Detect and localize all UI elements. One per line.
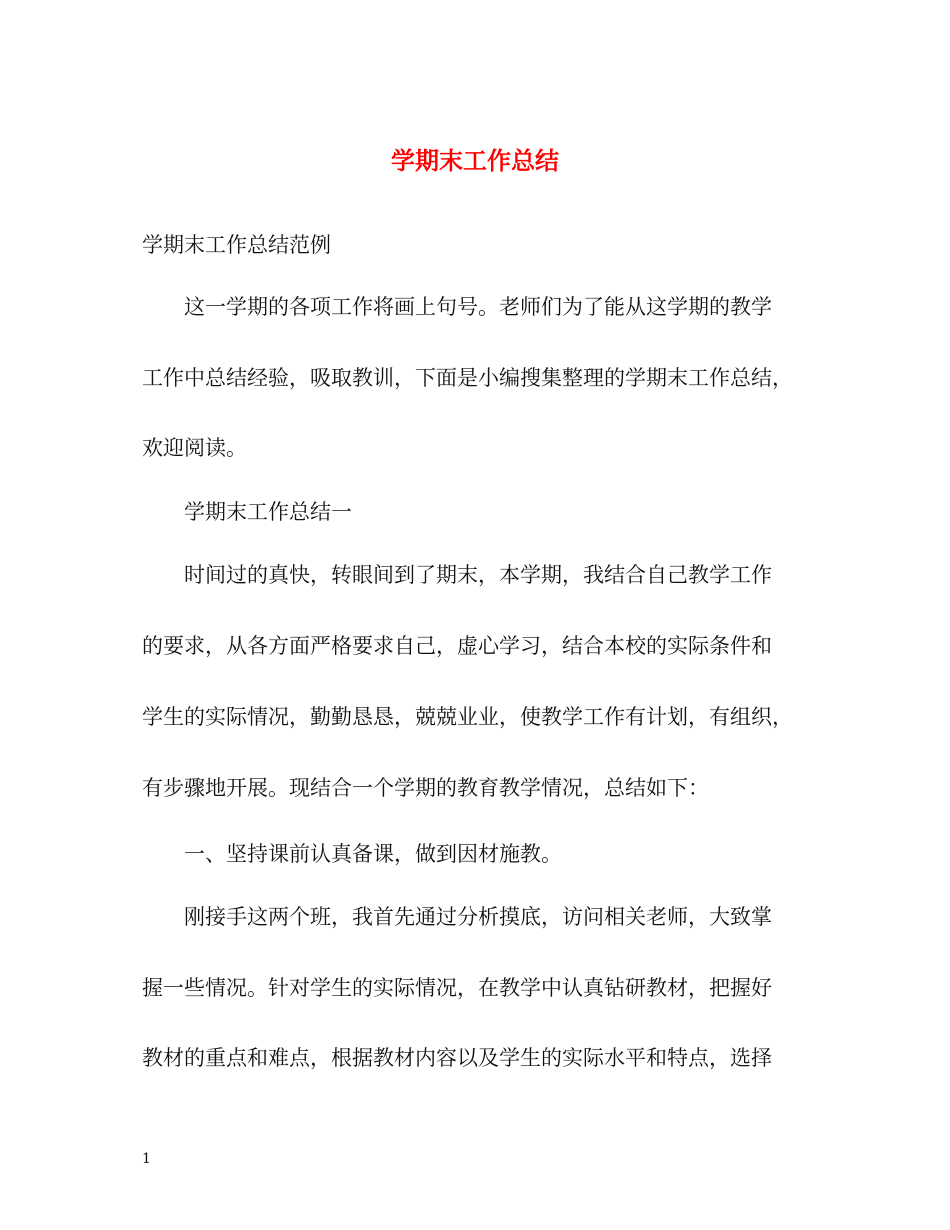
paragraph-line: 这一学期的各项工作将画上句号。老师们为了能从这学期的教学 [184,295,772,319]
paragraph-line: 教材的重点和难点，根据教材内容以及学生的实际水平和特点，选择 [142,1046,772,1070]
page-number: 1 [142,1151,151,1167]
section-heading: 一、坚持课前认真备课，做到因材施教。 [184,842,562,866]
paragraph-line: 欢迎阅读。 [142,436,247,460]
paragraph-line: 的要求，从各方面严格要求自己，虚心学习，结合本校的实际条件和 [142,634,772,658]
paragraph-line: 握一些情况。针对学生的实际情况，在教学中认真钻研教材，把握好 [142,976,772,1000]
section-heading: 学期末工作总结一 [184,500,352,524]
subtitle-line: 学期末工作总结范例 [142,233,331,257]
paragraph-line: 有步骤地开展。现结合一个学期的教育教学情况，总结如下： [142,776,709,800]
paragraph-line: 工作中总结经验，吸取教训，下面是小编搜集整理的学期末工作总结， [142,366,793,390]
paragraph-line: 时间过的真快，转眼间到了期末，本学期，我结合自己教学工作 [184,563,772,587]
paragraph-line: 学生的实际情况，勤勤恳恳，兢兢业业，使教学工作有计划，有组织， [142,705,793,729]
paragraph-line: 刚接手这两个班，我首先通过分析摸底，访问相关老师，大致掌 [184,905,772,929]
document-title: 学期末工作总结 [391,146,559,175]
